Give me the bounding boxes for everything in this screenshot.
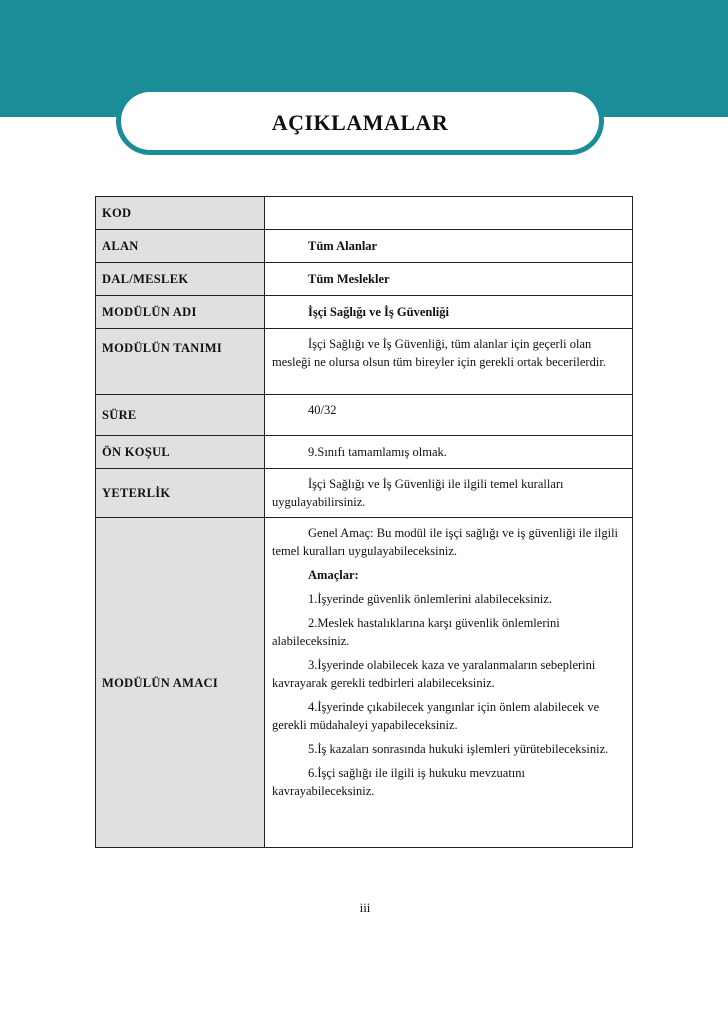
row-label-sure: SÜRE [96,395,265,436]
objective-item: 1.İşyerinde güvenlik önlemlerini alabileceksiniz. [308,592,553,606]
objectives-heading: Amaçlar: [308,568,359,582]
objective-item: 6.İşçi sağlığı ile ilgili iş hukuku mevzuatını kavrayabileceksiniz. [272,766,525,798]
table-row [96,263,633,296]
row-label-on-kosul: ÖN KOŞUL [96,436,265,469]
page-number: iii [359,900,371,915]
objective-item: 4.İşyerinde çıkabilecek yangınlar için önlem alabilecek ve gerekli müdahaleyi yapabileceksiniz. [272,700,600,732]
row-value-alan: Tüm Alanlar [265,230,633,263]
objective-item: 5.İş kazaları sonrasında hukuki işlemleri yürütebileceksiniz. [308,742,609,756]
module-info-table [95,196,633,848]
table-row [96,230,633,263]
row-value-sure: 40/32 [265,395,633,436]
row-value-yeterlik: İşçi Sağlığı ve İş Güvenliği ile ilgili temel kuralları uygulayabilirsiniz. [265,469,633,518]
row-label-modul-adi: MODÜLÜN ADI [96,296,265,329]
row-label-modul-amaci: MODÜLÜN AMACI [96,518,265,848]
general-objective: Genel Amaç: Bu modül ile işçi sağlığı ve iş güvenliği ile ilgili temel kuralları uygulayabileceksiniz. [272,526,619,558]
table-row [96,296,633,329]
table-row [96,436,633,469]
row-label-alan: ALAN [96,230,265,263]
table-row [96,329,633,395]
row-label-modul-tanimi: MODÜLÜN TANIMI [96,329,265,395]
row-value-kod [265,197,633,230]
table-row [96,469,633,518]
objective-item: 2.Meslek hastalıklarına karşı güvenlik önlemlerini alabileceksiniz. [272,616,560,648]
row-value-modul-amaci [265,518,633,848]
objective-item: 3.İşyerinde olabilecek kaza ve yaralanmaların sebeplerini kavrayarak gerekli tedbirleri alabileceksiniz. [272,658,596,690]
row-value-modul-tanimi: İşçi Sağlığı ve İş Güvenliği, tüm alanlar için geçerli olan mesleği ne olursa olsun tüm bireyler için gerekli ortak becerilerdir. [265,329,633,395]
row-value-on-kosul: 9.Sınıfı tamamlamış olmak. [265,436,633,469]
table-row [96,395,633,436]
row-label-kod: KOD [96,197,265,230]
page-title: AÇIKLAMALAR [271,110,449,135]
table-row [96,197,633,230]
row-label-yeterlik: YETERLİK [96,469,265,518]
table-row [96,518,633,848]
row-value-dal: Tüm Meslekler [265,263,633,296]
row-label-dal: DAL/MESLEK [96,263,265,296]
row-value-modul-adi: İşçi Sağlığı ve İş Güvenliği [265,296,633,329]
